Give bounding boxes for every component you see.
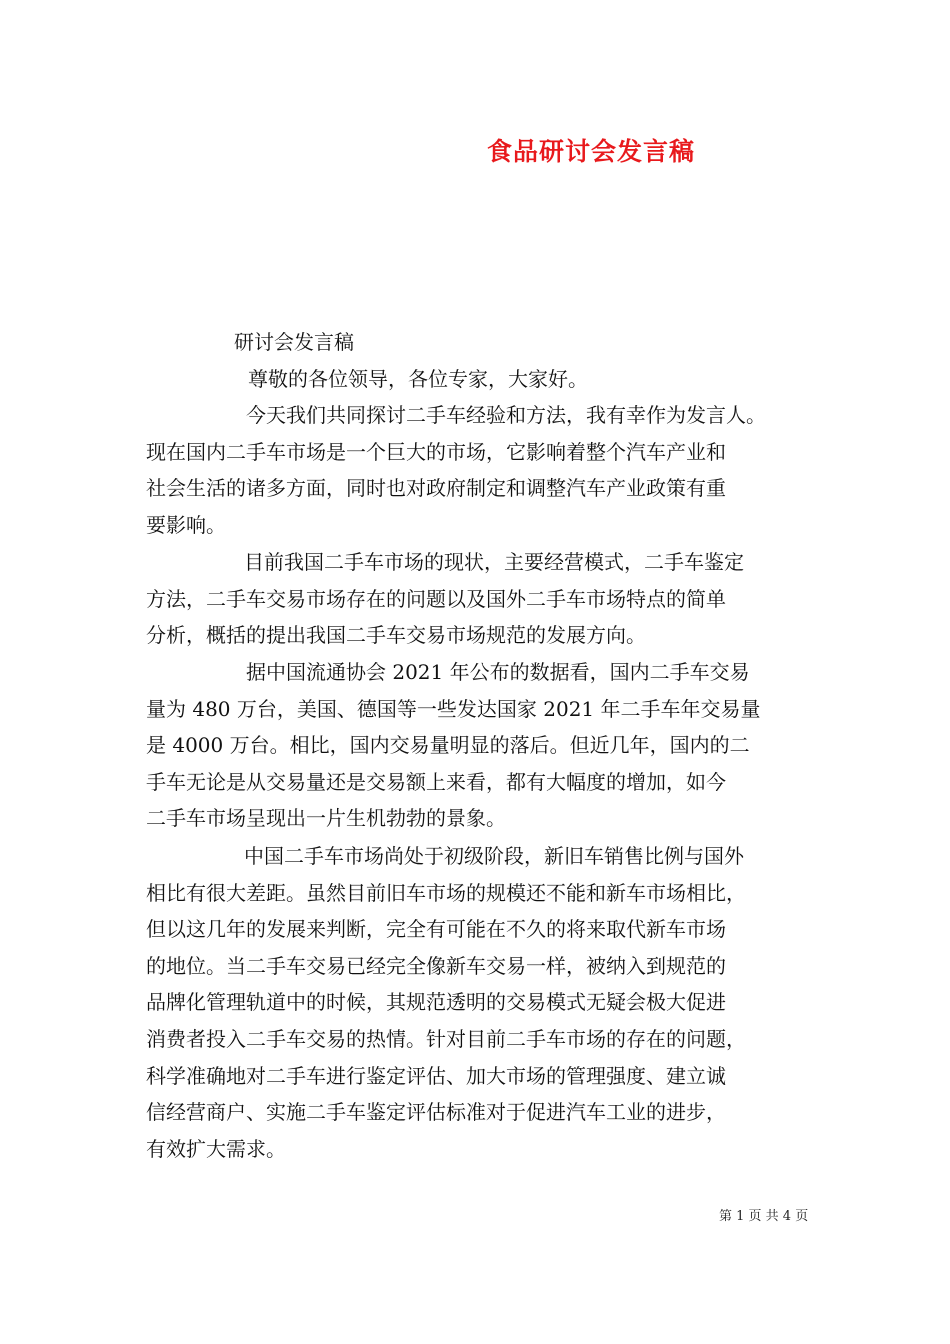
paragraph-line: 相比有很大差距。虽然目前旧车市场的规模还不能和新车市场相比，	[146, 880, 746, 905]
paragraph-line: 据中国流通协会 2021 年公布的数据看，国内二手车交易	[246, 660, 750, 684]
document-heading: 研讨会发言稿	[234, 330, 354, 354]
paragraph-line: 中国二手车市场尚处于初级阶段，新旧车销售比例与国外	[244, 844, 744, 868]
paragraph-line: 但以这几年的发展来判断，完全有可能在不久的将来取代新车市场	[146, 917, 726, 942]
paragraph-line: 有效扩大需求。	[146, 1136, 286, 1161]
paragraph-line: 现在国内二手车市场是一个巨大的市场，它影响着整个汽车产业和	[146, 439, 726, 464]
greeting: 尊敬的各位领导，各位专家，大家好。	[248, 367, 588, 391]
paragraph-line: 的地位。当二手车交易已经完全像新车交易一样，被纳入到规范的	[146, 953, 726, 978]
paragraph-line: 二手车市场呈现出一片生机勃勃的景象。	[146, 806, 506, 831]
paragraph-line: 方法，二手车交易市场存在的问题以及国外二手车市场特点的简单	[146, 586, 726, 611]
paragraph-line: 品牌化管理轨道中的时候，其规范透明的交易模式无疑会极大促进	[146, 990, 726, 1015]
paragraph-line: 消费者投入二手车交易的热情。针对目前二手车市场的存在的问题，	[146, 1026, 746, 1051]
paragraph-4	[146, 838, 826, 1167]
paragraph-1	[146, 397, 826, 543]
paragraph-line: 社会生活的诸多方面，同时也对政府制定和调整汽车产业政策有重	[146, 476, 726, 501]
paragraph-line: 分析，概括的提出我国二手车交易市场规范的发展方向。	[146, 623, 646, 648]
paragraph-line: 今天我们共同探讨二手车经验和方法，我有幸作为发言人。	[246, 403, 766, 427]
page-number-footer: 第 1 页 共 4 页	[719, 1209, 809, 1224]
paragraph-line: 信经营商户、实施二手车鉴定评估标准对于促进汽车工业的进步，	[146, 1100, 726, 1125]
paragraph-line: 量为 480 万台，美国、德国等一些发达国家 2021 年二手车年交易量	[146, 696, 761, 721]
paragraph-2	[146, 544, 826, 654]
paragraph-line: 要影响。	[146, 512, 226, 537]
paragraph-line: 手车无论是从交易量还是交易额上来看，都有大幅度的增加，如今	[146, 769, 726, 794]
paragraph-3	[146, 654, 826, 837]
paragraph-line: 科学准确地对二手车进行鉴定评估、加大市场的管理强度、建立诚	[146, 1063, 726, 1088]
paragraph-line: 目前我国二手车市场的现状，主要经营模式，二手车鉴定	[244, 550, 744, 574]
document-title: 食品研讨会发言稿	[487, 137, 696, 166]
paragraph-line: 是 4000 万台。相比，国内交易量明显的落后。但近几年，国内的二	[146, 733, 750, 758]
